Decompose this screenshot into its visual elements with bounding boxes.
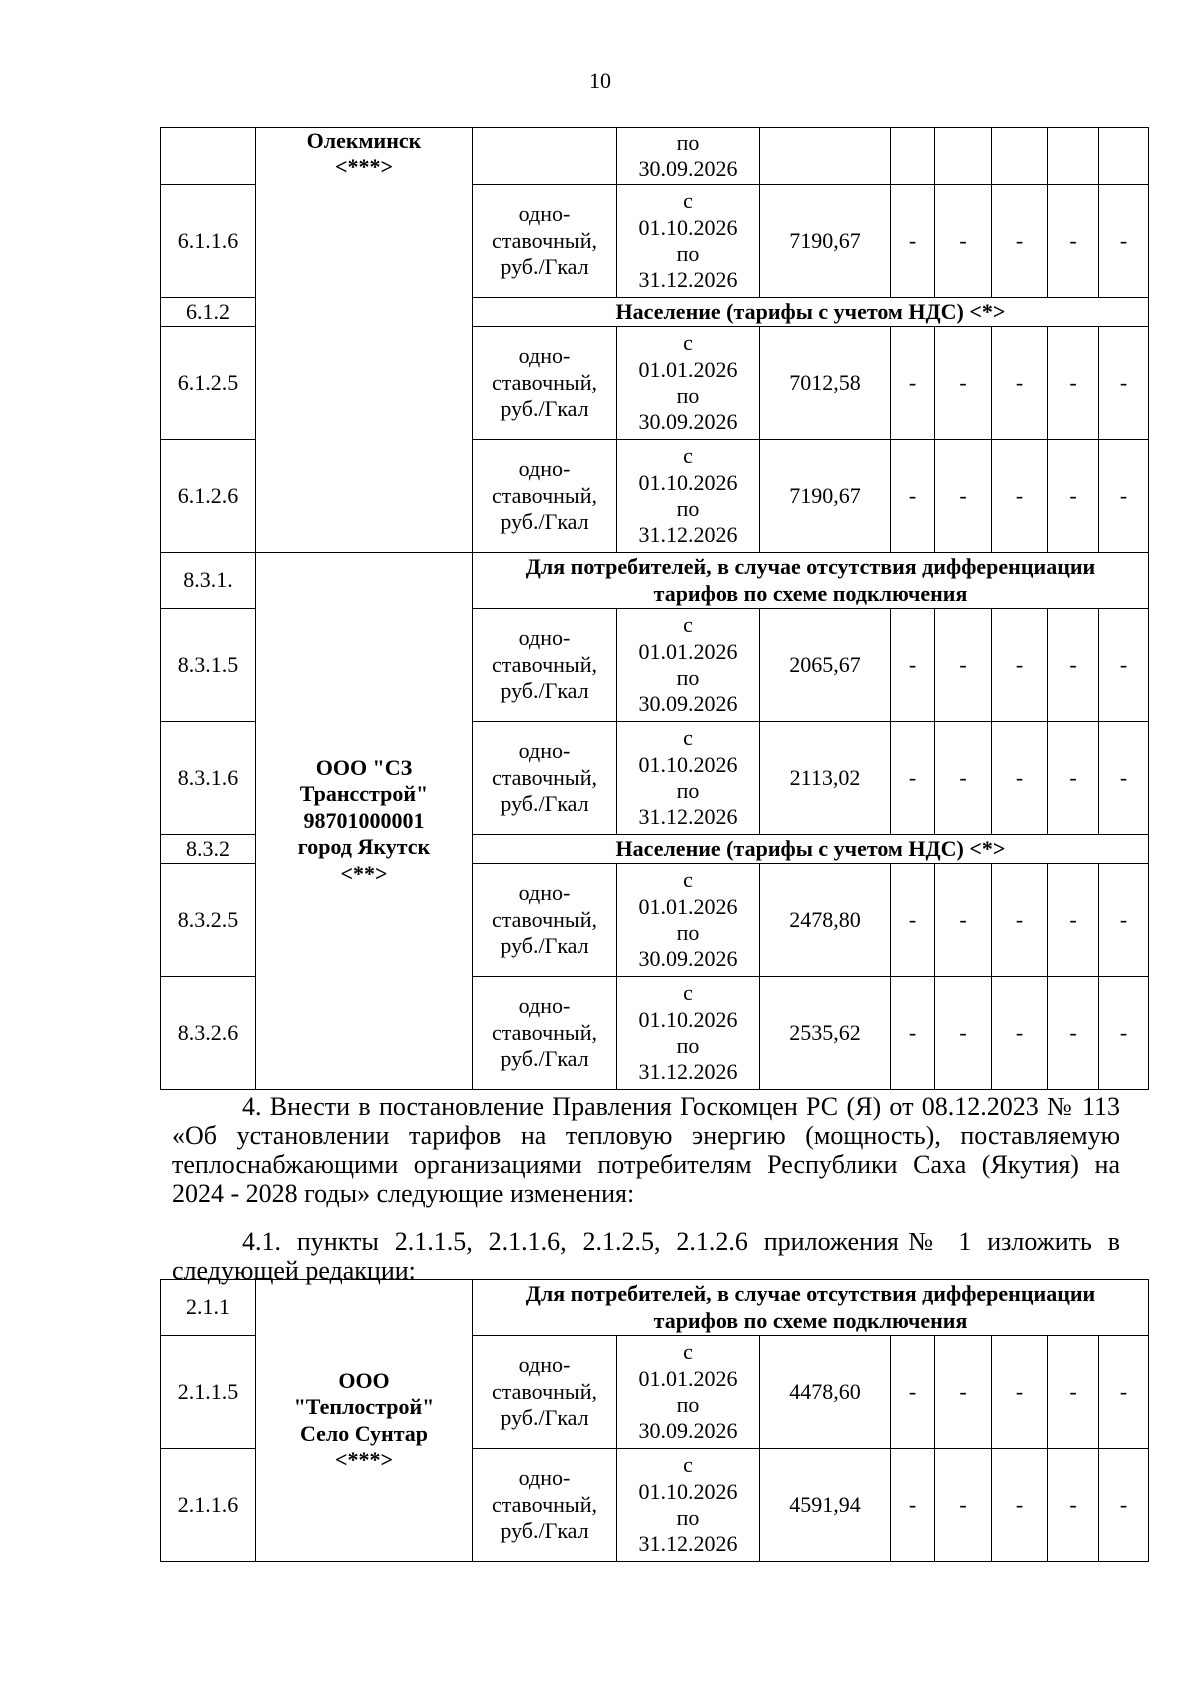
unit-cell: одно- ставочный, руб./Гкал	[473, 185, 617, 298]
dash-cell: -	[935, 977, 992, 1090]
unit-cell	[473, 128, 617, 185]
dash-cell: -	[1099, 864, 1149, 977]
date-cell: с 01.01.2026 по 30.09.2026	[617, 1336, 760, 1449]
date-cell: с 01.01.2026 по 30.09.2026	[617, 609, 760, 722]
date-cell: с 01.10.2026 по 31.12.2026	[617, 1449, 760, 1562]
dash-cell: -	[935, 722, 992, 835]
dash-cell: -	[1048, 609, 1099, 722]
dash-cell: -	[1099, 185, 1149, 298]
unit-cell: одно- ставочный, руб./Гкал	[473, 1449, 617, 1562]
dash-cell: -	[891, 609, 935, 722]
code-cell: 8.3.1.	[161, 553, 256, 609]
dash-cell: -	[935, 1449, 992, 1562]
code-cell: 8.3.1.6	[161, 722, 256, 835]
value-cell: 4478,60	[760, 1336, 891, 1449]
unit-cell: одно- ставочный, руб./Гкал	[473, 1336, 617, 1449]
value-cell	[760, 128, 891, 185]
dash-cell: -	[935, 440, 992, 553]
dash-cell: -	[891, 977, 935, 1090]
tariff-table-2	[160, 1279, 1149, 1562]
unit-cell: одно- ставочный, руб./Гкал	[473, 609, 617, 722]
dash-cell: -	[1099, 977, 1149, 1090]
value-cell: 7190,67	[760, 185, 891, 298]
dash-cell: -	[1099, 440, 1149, 553]
dash-cell: -	[992, 977, 1048, 1090]
unit-cell: одно- ставочный, руб./Гкал	[473, 440, 617, 553]
dash-cell: -	[992, 1336, 1048, 1449]
dash-cell: -	[891, 327, 935, 440]
dash-cell: -	[935, 609, 992, 722]
dash-cell: -	[992, 609, 1048, 722]
value-cell: 7012,58	[760, 327, 891, 440]
dash-cell: -	[891, 1336, 935, 1449]
dash-cell: -	[1048, 1449, 1099, 1562]
dash-cell: -	[935, 185, 992, 298]
date-cell: с 01.10.2026 по 31.12.2026	[617, 722, 760, 835]
code-cell: 2.1.1	[161, 1280, 256, 1336]
dash-cell: -	[992, 185, 1048, 298]
dash-cell: -	[935, 327, 992, 440]
table-row	[161, 553, 1149, 609]
paragraph-4: 4. Внести в постановление Правления Госкомцен РС (Я) от 08.12.2023 № 113 «Об установлении тарифов на тепловую энергию (мощность), поставляемую теплоснабжающими организациями потребителям Республики Саха (Якутия) на 2024 - 2028 годы» следующие изменения:	[172, 1092, 1120, 1208]
dash-cell: -	[992, 327, 1048, 440]
code-cell: 8.3.2.6	[161, 977, 256, 1090]
unit-cell: одно- ставочный, руб./Гкал	[473, 864, 617, 977]
dash-cell: -	[891, 1449, 935, 1562]
code-cell: 2.1.1.6	[161, 1449, 256, 1562]
dash-cell: -	[992, 864, 1048, 977]
code-cell: 8.3.1.5	[161, 609, 256, 722]
dash-cell: -	[891, 440, 935, 553]
section-heading: Для потребителей, в случае отсутствия дифференциации тарифов по схеме подключения	[473, 1280, 1149, 1336]
section-heading: Население (тарифы с учетом НДС) <*>	[473, 835, 1149, 864]
tariff-table-1	[160, 127, 1149, 1090]
unit-cell: одно- ставочный, руб./Гкал	[473, 722, 617, 835]
dash-cell: -	[1048, 327, 1099, 440]
code-cell: 8.3.2	[161, 835, 256, 864]
org-cell-olekminsk: Олекминск <***>	[256, 128, 473, 553]
dash-cell: -	[1048, 864, 1099, 977]
dash-cell: -	[891, 864, 935, 977]
dash-cell: -	[891, 185, 935, 298]
dash-cell: -	[992, 722, 1048, 835]
section-heading: Для потребителей, в случае отсутствия дифференциации тарифов по схеме подключения	[473, 553, 1149, 609]
value-cell: 4591,94	[760, 1449, 891, 1562]
dash-cell: -	[1099, 609, 1149, 722]
dash-cell: -	[1048, 1336, 1099, 1449]
unit-cell: одно- ставочный, руб./Гкал	[473, 327, 617, 440]
org-cell-teplostroy: ООО "Теплострой" Село Сунтар <***>	[256, 1280, 473, 1562]
dash-cell: -	[935, 1336, 992, 1449]
date-cell: с 01.10.2026 по 31.12.2026	[617, 440, 760, 553]
code-cell: 8.3.2.5	[161, 864, 256, 977]
table-row	[161, 1280, 1149, 1336]
unit-cell: одно- ставочный, руб./Гкал	[473, 977, 617, 1090]
dash-cell: -	[1099, 722, 1149, 835]
dash-cell: -	[1048, 185, 1099, 298]
date-cell: с 01.10.2026 по 31.12.2026	[617, 185, 760, 298]
dash-cell: -	[992, 1449, 1048, 1562]
page-number: 10	[589, 68, 611, 93]
dash-cell: -	[992, 440, 1048, 553]
value-cell: 2535,62	[760, 977, 891, 1090]
paragraph-4-1: 4.1. пункты 2.1.1.5, 2.1.1.6, 2.1.2.5, 2.1.2.6 приложения№ 1 изложить в следующей редакции:	[172, 1227, 1120, 1285]
value-cell: 2065,67	[760, 609, 891, 722]
section-heading: Население (тарифы с учетом НДС) <*>	[473, 298, 1149, 327]
date-cell: с 01.10.2026 по 31.12.2026	[617, 977, 760, 1090]
table-row	[161, 128, 1149, 185]
code-cell: 6.1.2	[161, 298, 256, 327]
dash-cell: -	[891, 722, 935, 835]
dash-cell: -	[1099, 1449, 1149, 1562]
code-cell: 6.1.2.5	[161, 327, 256, 440]
value-cell: 2478,80	[760, 864, 891, 977]
value-cell: 2113,02	[760, 722, 891, 835]
date-cell: по 30.09.2026	[617, 128, 760, 185]
dash-cell: -	[1048, 440, 1099, 553]
dash-cell: -	[1048, 977, 1099, 1090]
dash-cell: -	[935, 864, 992, 977]
org-cell-transstroy: ООО "СЗ Трансстрой" 98701000001 город Якутск <**>	[256, 553, 473, 1090]
value-cell: 7190,67	[760, 440, 891, 553]
dash-cell: -	[1099, 1336, 1149, 1449]
code-cell: 6.1.2.6	[161, 440, 256, 553]
code-cell	[161, 128, 256, 185]
code-cell: 6.1.1.6	[161, 185, 256, 298]
dash-cell: -	[1099, 327, 1149, 440]
dash-cell: -	[1048, 722, 1099, 835]
date-cell: с 01.01.2026 по 30.09.2026	[617, 864, 760, 977]
code-cell: 2.1.1.5	[161, 1336, 256, 1449]
date-cell: с 01.01.2026 по 30.09.2026	[617, 327, 760, 440]
